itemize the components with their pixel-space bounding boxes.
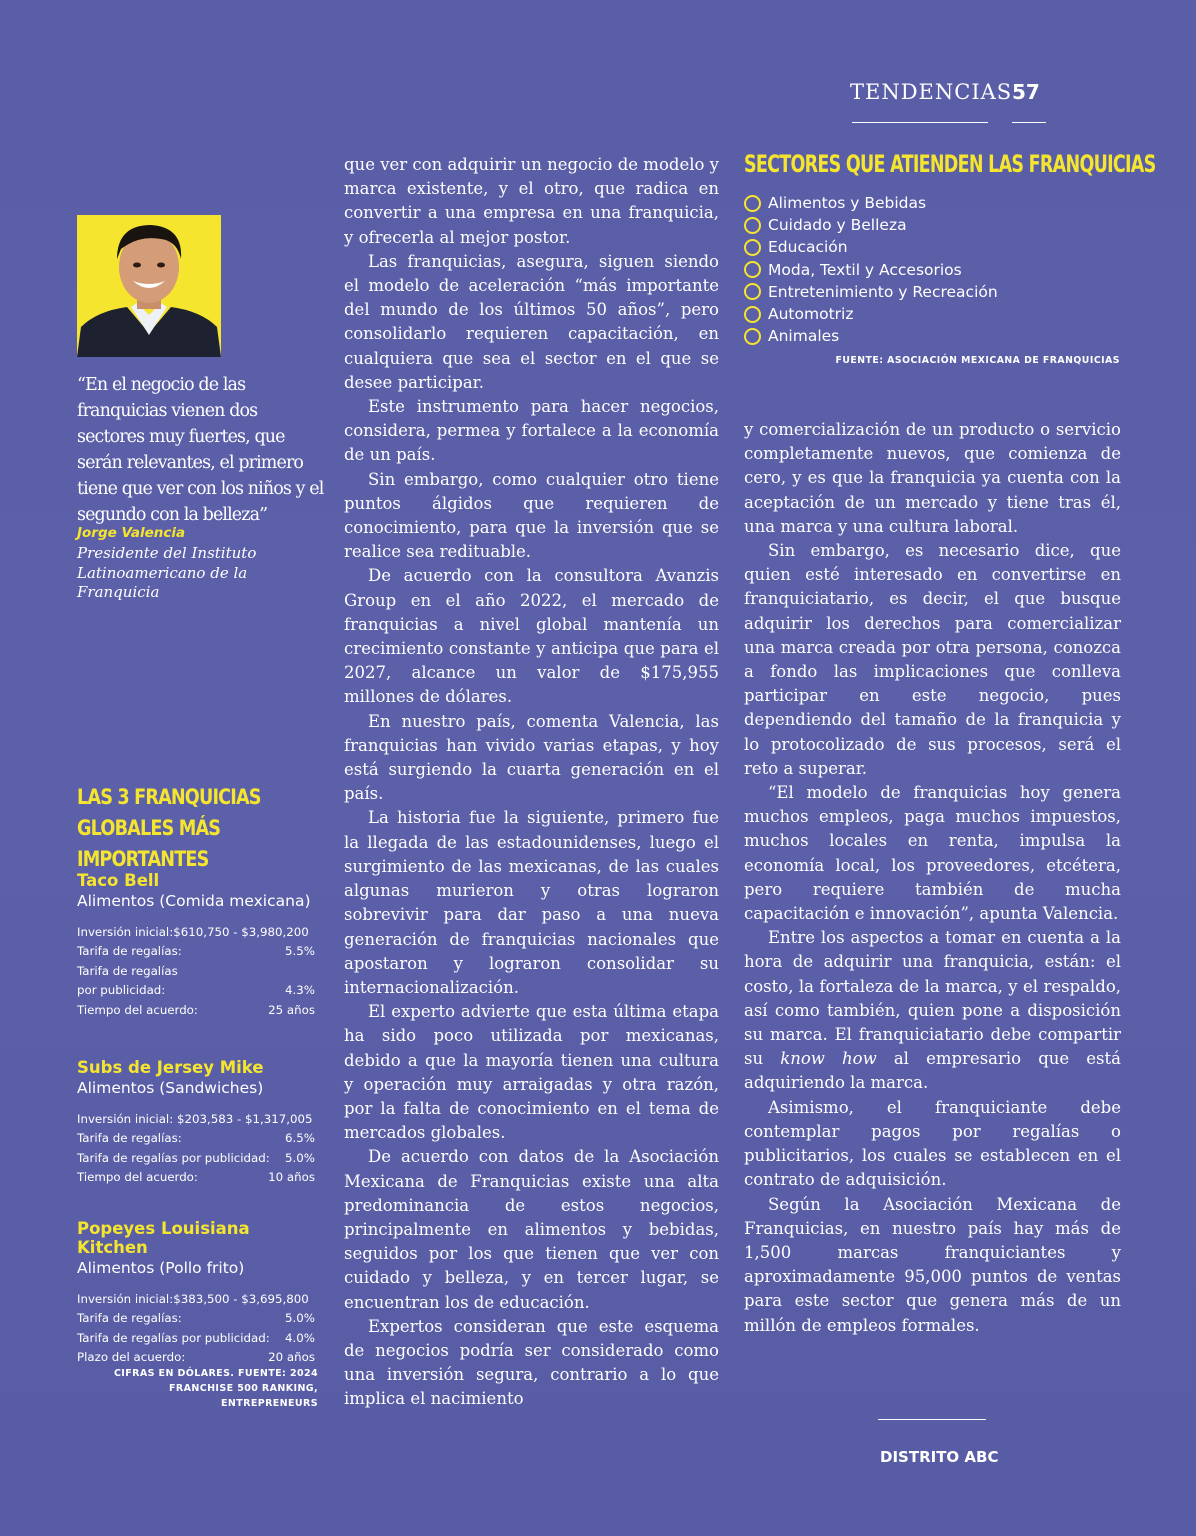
franchise-row: [77, 1168, 315, 1187]
sector-label: Cuidado y Belleza: [768, 216, 907, 235]
franchise-row-label: Inversión inicial: $203,583 - $1,317,005: [77, 1112, 313, 1126]
sectors-list: [744, 192, 1124, 347]
franchise-row: [77, 1348, 315, 1367]
paragraph: Según la Asociación Mexicana de Franquicias, en nuestro país hay más de 1,500 marcas franquiciantes y aproximadamente 95,000 puntos de ventas para este sector que genera más de un millón de empleos formales.: [744, 1194, 1121, 1335]
quote-author: Jorge Valencia: [77, 525, 186, 541]
sector-label: Automotriz: [768, 305, 854, 324]
franchise-row-label: Tarifa de regalías:: [77, 1131, 182, 1146]
list-item: [744, 192, 1124, 214]
franchise-row-label: Plazo del acuerdo:: [77, 1350, 186, 1365]
franchise-row-label: Inversión inicial:$610,750 - $3,980,200: [77, 925, 309, 939]
sector-label: Entretenimiento y Recreación: [768, 282, 998, 301]
article-column-middle: [344, 153, 719, 1412]
emphasis-text: know how: [780, 1049, 877, 1069]
paragraph-text: Entre los aspectos a tomar en cuenta a la hora de adquirir una franquicia, están: el costo, la fortaleza de la marca, y el respaldo, así como también, quien pone a disposición su marca. El franquiciatario debe compartir su: [744, 928, 1121, 1069]
franchise-row: [77, 942, 315, 961]
paragraph: De acuerdo con datos de la Asociación Mexicana de Franquicias existe una alta predominancia de estos negocios, principalmente en alimentos y bebidas, seguidos por los que tienen que ver con cuidado y belleza, y en tercer lugar, se encuentran los de educación.: [344, 1147, 719, 1312]
franchise-category: Alimentos (Sandwiches): [77, 1079, 264, 1097]
franchise-row: [77, 962, 315, 981]
franchise-row-label: Tiempo del acuerdo:: [77, 1002, 198, 1017]
franchise-row-label: Tarifa de regalías:: [77, 944, 182, 959]
franchise-block: [77, 871, 315, 1020]
franchise-row-value: 5.0%: [285, 1311, 315, 1326]
paragraph: que ver con adquirir un negocio de modelo y marca existente, y el otro, que radica en convertir a una empresa en una franquicia, y ofrecerla al mejor postor.: [344, 155, 719, 247]
paragraph-text: al empresario que está adquiriendo la marca.: [744, 1049, 1121, 1093]
franchise-source-note: CIFRAS EN DÓLARES. FUENTE: 2024 FRANCHISE 500 RANKING, ENTREPRENEURS: [113, 1368, 318, 1409]
franchise-row-label: por publicidad:: [77, 983, 166, 998]
franchise-row-label: Tarifa de regalías: [77, 963, 178, 978]
franchise-row: [77, 1110, 315, 1129]
franchise-row-label: Tarifa de regalías:: [77, 1311, 182, 1326]
franchise-row-value: 25 años: [268, 1002, 315, 1017]
sectors-source-note: FUENTE: ASOCIACIÓN MEXICANA DE FRANQUICIAS: [835, 355, 1120, 366]
sector-label: Animales: [768, 327, 840, 346]
franchise-row: [77, 923, 315, 942]
article-column-right: [744, 418, 1121, 1338]
list-item: [744, 325, 1124, 347]
list-item: [744, 303, 1124, 325]
paragraph: La historia fue la siguiente, primero fue la llegada de las estadounidenses, luego el surgimiento de las mexicanas, de las cuales algunas murieron y otras lograron sobrevivir para dar paso a una nueva generación de franquicias nacionales que apostaron y lograron consolidar su internacionalización.: [344, 808, 719, 997]
sector-label: Educación: [768, 238, 848, 257]
franchise-row-label: Inversión inicial:$383,500 - $3,695,800: [77, 1292, 309, 1306]
list-item: [744, 281, 1124, 303]
franchise-row-label: Tarifa de regalías por publicidad:: [77, 1150, 270, 1165]
list-item: [744, 259, 1124, 281]
franchise-row: [77, 1129, 315, 1148]
paragraph: Este instrumento para hacer negocios, considera, permea y fortalece a la economía de un país.: [344, 397, 719, 465]
author-photo: [77, 215, 221, 357]
franchise-row-value: 5.5%: [285, 944, 315, 959]
franchise-row: [77, 981, 315, 1000]
franchise-row: [77, 1149, 315, 1168]
circle-bullet-icon: [744, 261, 761, 278]
section-title: TENDENCIAS: [850, 80, 1013, 104]
franchise-name: Popeyes Louisiana Kitchen: [77, 1219, 250, 1257]
paragraph: El experto advierte que esta última etapa ha sido poco utilizada por mexicanas, debido a que la mayoría tienen una cultura y operación muy arraigadas y otra razón, por la falta de conocimiento en el tema de mercados globales.: [344, 1002, 719, 1143]
franchise-category: Alimentos (Comida mexicana): [77, 892, 311, 910]
top3-franchises-title: LAS 3 FRANQUICIAS GLOBALES MÁS IMPORTANTES: [77, 785, 261, 871]
paragraph: y comercialización de un producto o servicio completamente nuevos, que comienza de cero, y es que la franquicia ya cuenta con la aceptación de un mercado y tiene tras él, una marca y una cultura laboral.: [744, 420, 1121, 536]
sector-label: Alimentos y Bebidas: [768, 194, 927, 213]
paragraph: Sin embargo, como cualquier otro tiene puntos álgidos que requieren de conocimiento, para que la inversión que se realice sea redituable.: [344, 469, 719, 562]
paragraph: En nuestro país, comenta Valencia, las franquicias han vivido varias etapas, y hoy está surgiendo la cuarta generación en el país.: [344, 711, 719, 804]
franchise-name: Subs de Jersey Mike: [77, 1058, 264, 1077]
franchise-category: Alimentos (Pollo frito): [77, 1259, 245, 1277]
franchise-row: [77, 1329, 315, 1348]
circle-bullet-icon: [744, 195, 761, 212]
circle-bullet-icon: [744, 306, 761, 323]
franchise-row-label: Tarifa de regalías por publicidad:: [77, 1330, 270, 1345]
pull-quote: “En el negocio de las franquicias vienen dos sectores muy fuertes, que serán relevantes, el primero tiene que ver con los niños y el segundo con la belleza”: [77, 375, 324, 525]
list-item: [744, 236, 1124, 258]
page-number: 57: [1012, 80, 1040, 104]
paragraph: Sin embargo, es necesario dice, que quien esté interesado en convertirse en franquiciatario, es decir, el que busque adquirir los derechos para comercializar una marca creada por otra persona, conozca a fondo las implicaciones que conlleva participar en este negocio, pues dependiendo del tamaño de la franquicia y lo protocolizado de sus procesos, será el reto a superar.: [744, 541, 1121, 778]
franchise-row-value: 20 años: [268, 1350, 315, 1365]
quote-author-role: Presidente del Instituto Latinoamericano de la Franquicia: [77, 544, 257, 601]
franchise-row: [77, 1001, 315, 1020]
footer-rule: [878, 1419, 986, 1420]
franchise-row-value: 6.5%: [285, 1131, 315, 1146]
franchise-row-value: 4.0%: [285, 1330, 315, 1345]
header-rule-right: [1012, 122, 1046, 123]
franchise-row-value: 5.0%: [285, 1150, 315, 1165]
circle-bullet-icon: [744, 328, 761, 345]
franchise-name: Taco Bell: [77, 871, 160, 890]
paragraph: “El modelo de franquicias hoy genera muchos empleos, paga muchos impuestos, muchos locales en renta, impulsa la economía local, los proveedores, etcétera, pero requiere también de mucha capacitación e innovación”, apunta Valencia.: [744, 783, 1121, 924]
list-item: [744, 214, 1124, 236]
header-rule-left: [852, 122, 988, 123]
circle-bullet-icon: [744, 239, 761, 256]
circle-bullet-icon: [744, 217, 761, 234]
franchise-row-value: 4.3%: [285, 983, 315, 998]
publication-name: DISTRITO ABC: [880, 1448, 999, 1466]
paragraph: Asimismo, el franquiciante debe contemplar pagos por regalías o publicitarios, los cuales se establecen en el contrato de adquisición.: [744, 1097, 1121, 1190]
paragraph: De acuerdo con la consultora Avanzis Group en el año 2022, el mercado de franquicias a nivel global mantenía un crecimiento constante y anticipa que para el 2027, alcance un valor de $175,955 millones de dólares.: [344, 566, 719, 707]
franchise-row-label: Tiempo del acuerdo:: [77, 1170, 198, 1185]
paragraph: [744, 926, 1121, 1095]
franchise-block: [77, 1058, 315, 1188]
franchise-block: [77, 1219, 315, 1368]
sector-label: Moda, Textil y Accesorios: [768, 260, 962, 279]
franchise-row: [77, 1309, 315, 1328]
paragraph: Expertos consideran que este esquema de negocios podría ser considerado como una inversión segura, contrario a lo que implica el nacimiento: [344, 1316, 719, 1409]
sectors-title: SECTORES QUE ATIENDEN LAS FRANQUICIAS: [744, 150, 1156, 178]
franchise-row-value: 10 años: [268, 1170, 315, 1185]
paragraph: Las franquicias, asegura, siguen siendo el modelo de aceleración “más importante del mundo de los últimos 50 años”, pero consolidarlo requieren capacitación, en cualquiera que sea el sector en el que se desee participar.: [344, 251, 719, 392]
franchise-row: [77, 1290, 315, 1309]
circle-bullet-icon: [744, 283, 761, 300]
